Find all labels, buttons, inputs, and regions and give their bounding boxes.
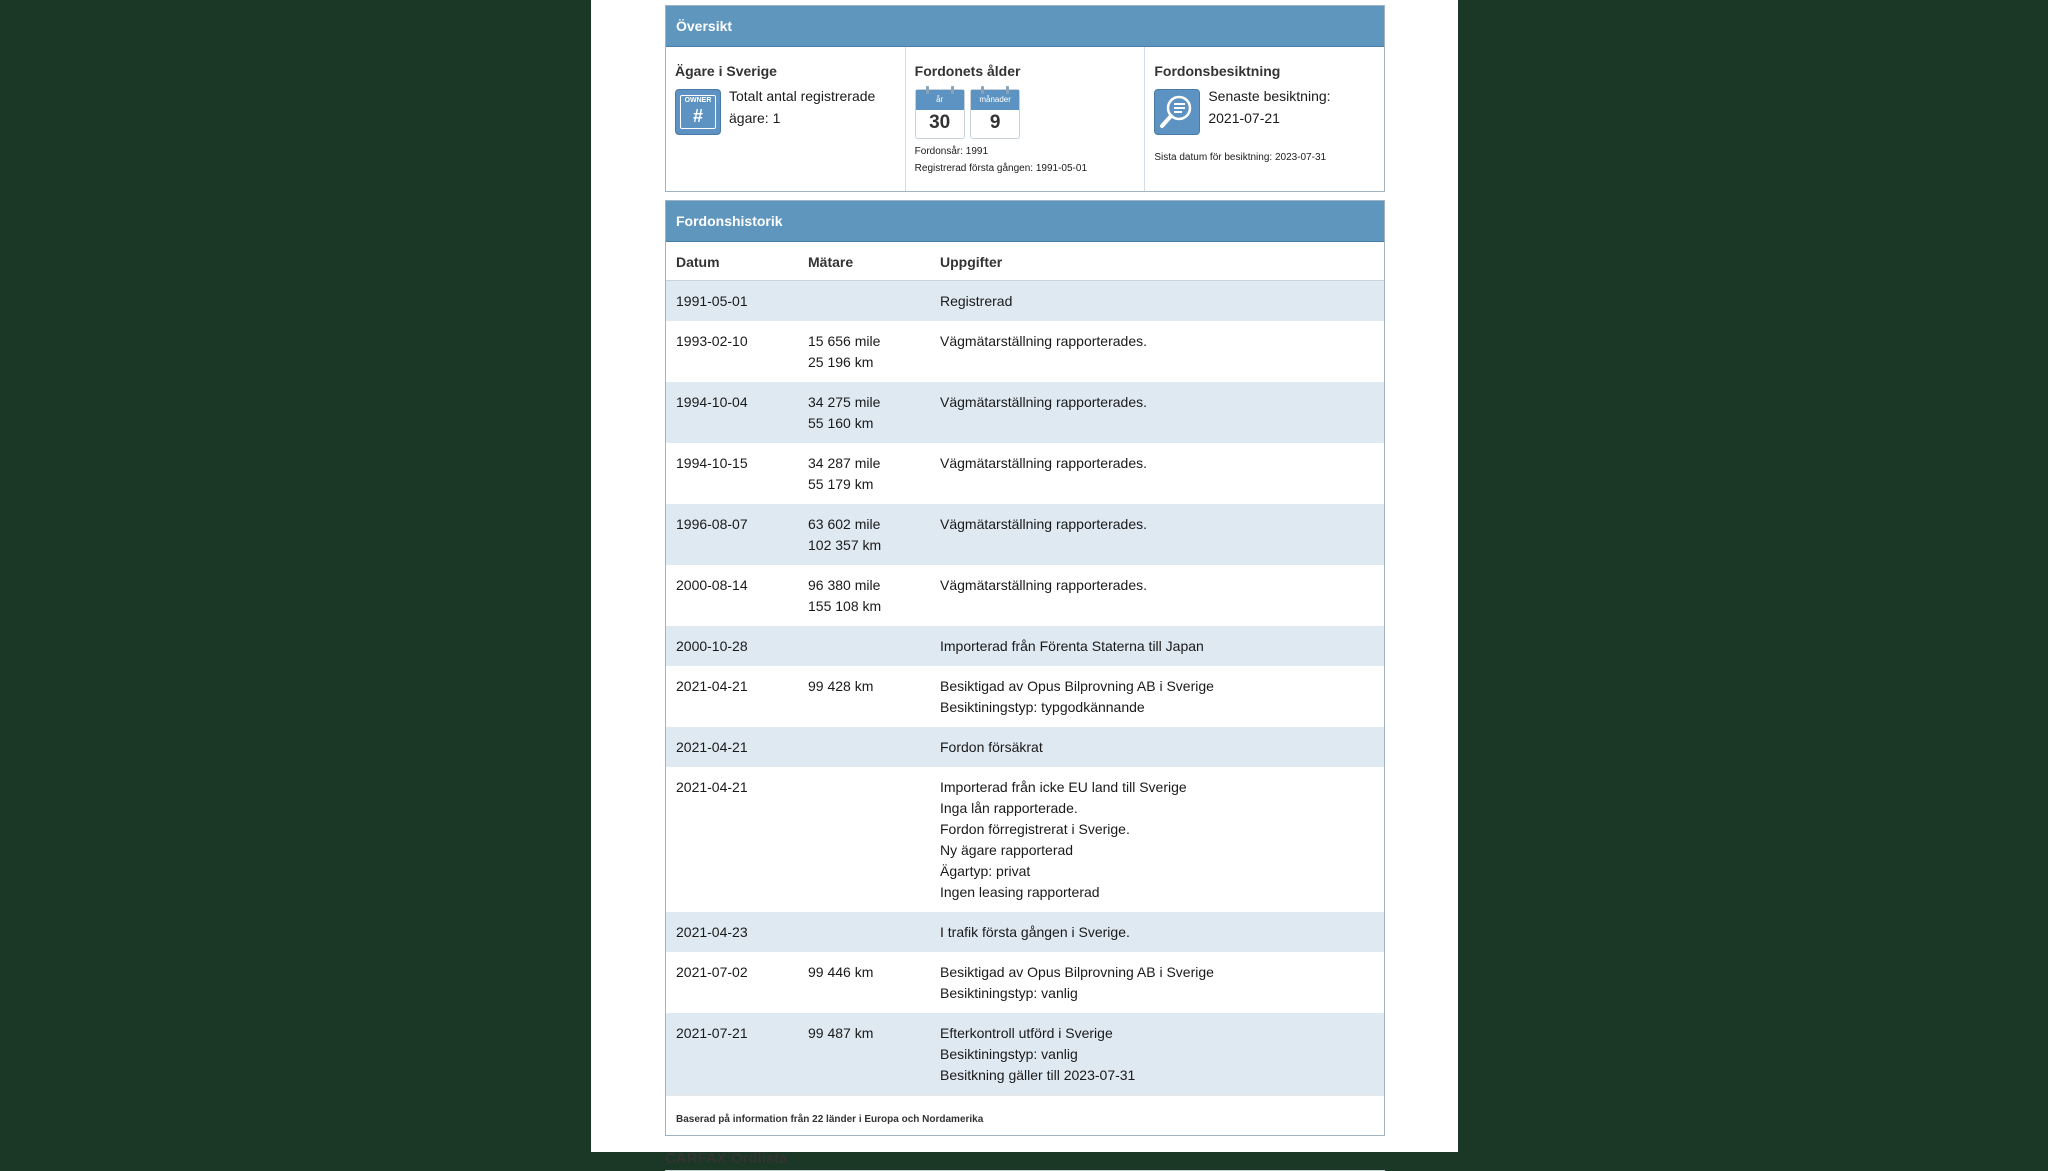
months-value: 9 [989,112,1001,133]
glossary-title: CARFAX Ordlista [665,1150,1385,1171]
row-date: 1991-05-01 [666,281,798,322]
detail-line: Fordon förregistrerat i Sverige. [940,821,1130,837]
column-header-odometer: Mätare [798,242,930,281]
row-details [930,321,1384,382]
owner-icon-label: OWNER [684,97,712,104]
row-date: 1994-10-04 [666,382,798,443]
odometer-reading: 55 179 km [808,476,874,492]
detail-line: Besiktiningstyp: vanlig [940,985,1078,1001]
odometer-reading: 99 446 km [808,964,874,980]
table-row [666,727,1384,767]
row-details [930,912,1384,952]
row-details [930,443,1384,504]
odometer-reading: 155 108 km [808,598,882,614]
detail-line: Vägmätarställning rapporterades. [940,577,1148,593]
latest-inspection [1208,85,1330,129]
owner-count-icon [675,89,721,135]
report-page [591,0,1458,1167]
table-row [666,565,1384,626]
table-row [666,281,1384,322]
history-table-header-row [666,242,1384,281]
magnifier-icon [1154,89,1200,135]
age-calendars [915,89,1136,141]
row-odometer [798,767,930,912]
row-odometer [798,443,930,504]
odometer-reading: 99 487 km [808,1025,874,1041]
detail-line: Ägartyp: privat [940,863,1031,879]
table-row [666,1013,1384,1095]
detail-line: Importerad från Förenta Staterna till Japan [940,638,1204,654]
table-row [666,504,1384,565]
column-header-details: Uppgifter [930,242,1384,281]
detail-line: Inga lån rapporterade. [940,800,1078,816]
row-details [930,565,1384,626]
row-odometer [798,565,930,626]
owner-icon-symbol: # [692,106,703,126]
overview-header: Översikt [666,6,1384,47]
row-odometer [798,504,930,565]
detail-line: Vägmätarställning rapporterades. [940,333,1148,349]
odometer-reading: 99 428 km [808,678,874,694]
odometer-reading: 96 380 mile [808,577,881,593]
column-header-date: Datum [666,242,798,281]
row-date: 2021-04-21 [666,727,798,767]
row-odometer [798,321,930,382]
table-row [666,767,1384,912]
inspection-section [1145,47,1384,191]
table-row [666,443,1384,504]
table-row [666,321,1384,382]
row-date: 1996-08-07 [666,504,798,565]
overview-columns [666,47,1384,191]
row-date: 2021-04-21 [676,779,748,795]
row-date: 1993-02-10 [676,333,748,349]
row-date: 2021-04-23 [666,912,798,952]
odometer-reading: 15 656 mile [808,333,881,349]
table-row [666,666,1384,727]
odometer-reading: 34 287 mile [808,455,881,471]
detail-line: Besiktigad av Opus Bilprovning AB i Sverige [940,964,1214,980]
months-calendar-icon [970,89,1020,139]
odometer-reading: 25 196 km [808,354,874,370]
history-panel [665,200,1385,1136]
row-details [930,626,1384,666]
row-date: 1994-10-15 [676,455,748,471]
vehicle-age-title: Fordonets ålder [914,63,1021,79]
history-table-body [666,281,1384,1096]
table-row [666,952,1384,1013]
row-odometer [798,382,930,443]
vehicle-age-section [906,47,1146,191]
row-details [930,504,1384,565]
row-date: 2000-10-28 [666,626,798,666]
row-details [930,767,1384,912]
latest-inspection-date: 2021-07-21 [1208,110,1280,126]
history-footnote: Baserad på information från 22 länder i Europa och Nordamerika [666,1095,1384,1135]
months-label: månader [971,90,1019,110]
detail-line: Besiktiningstyp: vanlig [940,1046,1078,1062]
odometer-reading: 34 275 mile [808,394,881,410]
report-content [665,5,1385,1171]
inspection-title: Fordonsbesiktning [1154,63,1281,79]
row-odometer [798,626,930,666]
model-year: Fordonsår: 1991 [914,146,989,157]
history-table [666,242,1384,1095]
detail-line: Vägmätarställning rapporterades. [940,394,1148,410]
row-odometer [798,1013,930,1095]
odometer-reading: 63 602 mile [808,516,881,532]
history-header: Fordonshistorik [666,201,1384,242]
years-calendar-icon [915,89,965,139]
detail-line: Efterkontroll utförd i Sverige [940,1025,1113,1041]
detail-line: Registrerad [940,293,1013,309]
first-registered: Registrerad första gången: 1991-05-01 [914,163,1088,174]
row-date: 2021-07-02 [676,964,748,980]
row-date: 2021-07-21 [666,1013,798,1095]
row-odometer [798,727,930,767]
row-details [930,727,1384,767]
row-date: 2000-08-14 [676,577,748,593]
latest-inspection-label: Senaste besiktning: [1208,88,1331,104]
row-details [930,382,1384,443]
detail-line: Besiktigad av Opus Bilprovning AB i Sverige [940,678,1214,694]
row-details [930,281,1384,322]
row-odometer [798,912,930,952]
detail-line: Vägmätarställning rapporterades. [940,516,1148,532]
table-row [666,626,1384,666]
owners-title: Ägare i Sverige [675,63,777,79]
years-value: 30 [929,112,951,133]
row-details [930,666,1384,727]
row-details [930,952,1384,1013]
owners-total-text: Totalt antal registrerade ägare: 1 [729,88,876,126]
detail-line: Ingen leasing rapporterad [940,884,1100,900]
table-row [666,912,1384,952]
table-row [666,382,1384,443]
detail-line: Ny ägare rapporterad [940,842,1074,858]
odometer-reading: 55 160 km [808,415,874,431]
row-details [930,1013,1384,1095]
row-odometer [798,666,930,727]
detail-line: Vägmätarställning rapporterades. [940,455,1148,471]
detail-line: Besitkning gäller till 2023-07-31 [940,1067,1136,1083]
detail-line: I trafik första gången i Sverige. [940,924,1130,940]
overview-panel [665,5,1385,192]
row-odometer [798,281,930,322]
detail-line: Fordon försäkrat [940,739,1043,755]
row-odometer [798,952,930,1013]
row-date: 2021-04-21 [676,678,748,694]
detail-line: Importerad från icke EU land till Sverige [940,779,1187,795]
odometer-reading: 102 357 km [808,537,882,553]
years-label: år [916,90,964,110]
detail-line: Besiktiningstyp: typgodkännande [940,699,1145,715]
owners-section [666,47,906,191]
last-inspection-date-note: Sista datum för besiktning: 2023-07-31 [1154,152,1327,163]
